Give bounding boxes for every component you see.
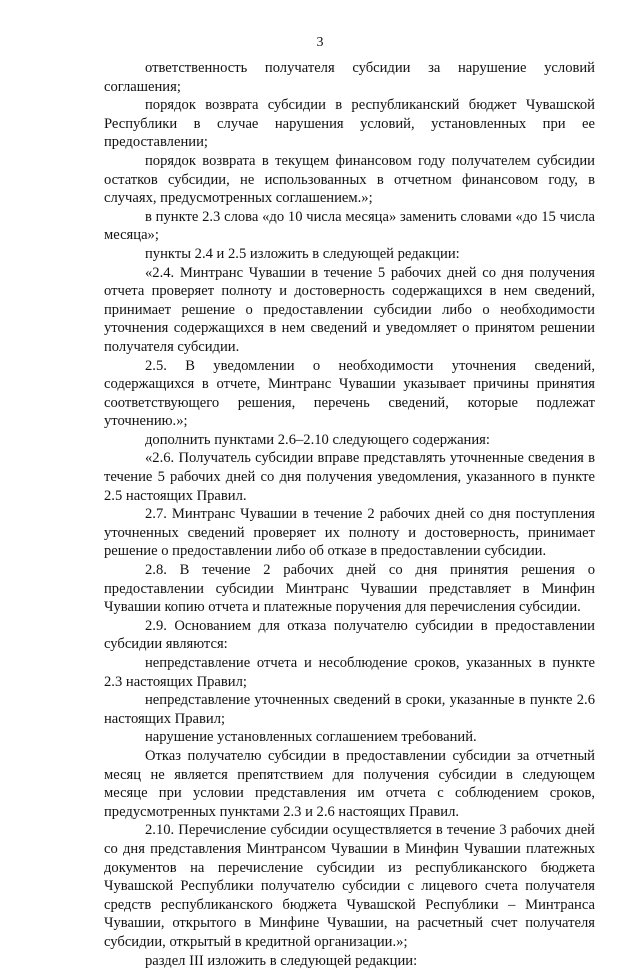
paragraph-points-2-4-2-5: пункты 2.4 и 2.5 изложить в следующей редакции: (104, 245, 595, 264)
paragraph-2-10: 2.10. Перечисление субсидии осуществляется в течение 3 рабочих дней со дня представления Минтрансом Чувашии в Минфин Чувашии платежных документов на перечисление субсидии из республиканского бюджета Чувашской Республики получателю субсидии с лицевого счета получателя средств республиканского бюджета Чувашской Республики – Минтранса Чувашии, открытого в Минфине Чувашии, на расчетный счет получателя субсидии, открытый в кредитной организации.»; (104, 821, 595, 951)
paragraph-2-9: 2.9. Основанием для отказа получателю субсидии в предоставлении субсидии являются: (104, 617, 595, 654)
paragraph-2-6: «2.6. Получатель субсидии вправе представлять уточненные сведения в течение 5 рабочих дней со дня получения уведомления, указанного в пункте 2.5 настоящих Правил. (104, 449, 595, 505)
paragraph-2-8: 2.8. В течение 2 рабочих дней со дня принятия решения о предоставлении субсидии Минтранс Чувашии представляет в Минфин Чувашии копию отчета и платежные поручения для перечисления субсидии. (104, 561, 595, 617)
paragraph-liability: ответственность получателя субсидии за нарушение условий соглашения; (104, 59, 595, 96)
document-body (104, 59, 595, 970)
paragraph-add-2-6-2-10: дополнить пунктами 2.6–2.10 следующего содержания: (104, 431, 595, 450)
paragraph-return-procedure: порядок возврата субсидии в республиканский бюджет Чувашской Республики в случае нарушения условий, установленных при ее предоставлении; (104, 96, 595, 152)
paragraph-refusal-reason-3: нарушение установленных соглашением требований. (104, 728, 595, 747)
paragraph-refusal-note: Отказ получателю субсидии в предоставлении субсидии за отчетный месяц не является препятствием для получения субсидии в следующем месяце при условии представления им отчета с соблюдением сроков, предусмотренных пунктами 2.3 и 2.6 настоящих Правил. (104, 747, 595, 821)
paragraph-refusal-reason-1: непредставление отчета и несоблюдение сроков, указанных в пункте 2.3 настоящих Правил; (104, 654, 595, 691)
page-number: 3 (0, 33, 640, 53)
paragraph-amend-2-3: в пункте 2.3 слова «до 10 числа месяца» заменить словами «до 15 числа месяца»; (104, 208, 595, 245)
paragraph-2-5: 2.5. В уведомлении о необходимости уточнения сведений, содержащихся в отчете, Минтранс Чувашии указывает причины принятия соответствующего решения, перечень сведений, которые подлежат уточнению.»; (104, 357, 595, 431)
paragraph-2-4: «2.4. Минтранс Чувашии в течение 5 рабочих дней со дня получения отчета проверяет полноту и достоверность содержащихся в нем сведений, принимает решение о предоставлении субсидии либо о необходимости уточнения содержащихся в нем сведений и уведомляет о принятом решении получателя субсидии. (104, 264, 595, 357)
paragraph-return-remainders: порядок возврата в текущем финансовом году получателем субсидии остатков субсидии, не использованных в отчетном финансовом году, в случаях, предусмотренных соглашением.»; (104, 152, 595, 208)
paragraph-section-3: раздел III изложить в следующей редакции: (104, 952, 595, 970)
paragraph-refusal-reason-2: непредставление уточненных сведений в сроки, указанные в пункте 2.6 настоящих Правил; (104, 691, 595, 728)
paragraph-2-7: 2.7. Минтранс Чувашии в течение 2 рабочих дней со дня поступления уточненных сведений проверяет их полноту и достоверность, принимает решение о предоставлении либо об отказе в предоставлении субсидии. (104, 505, 595, 561)
